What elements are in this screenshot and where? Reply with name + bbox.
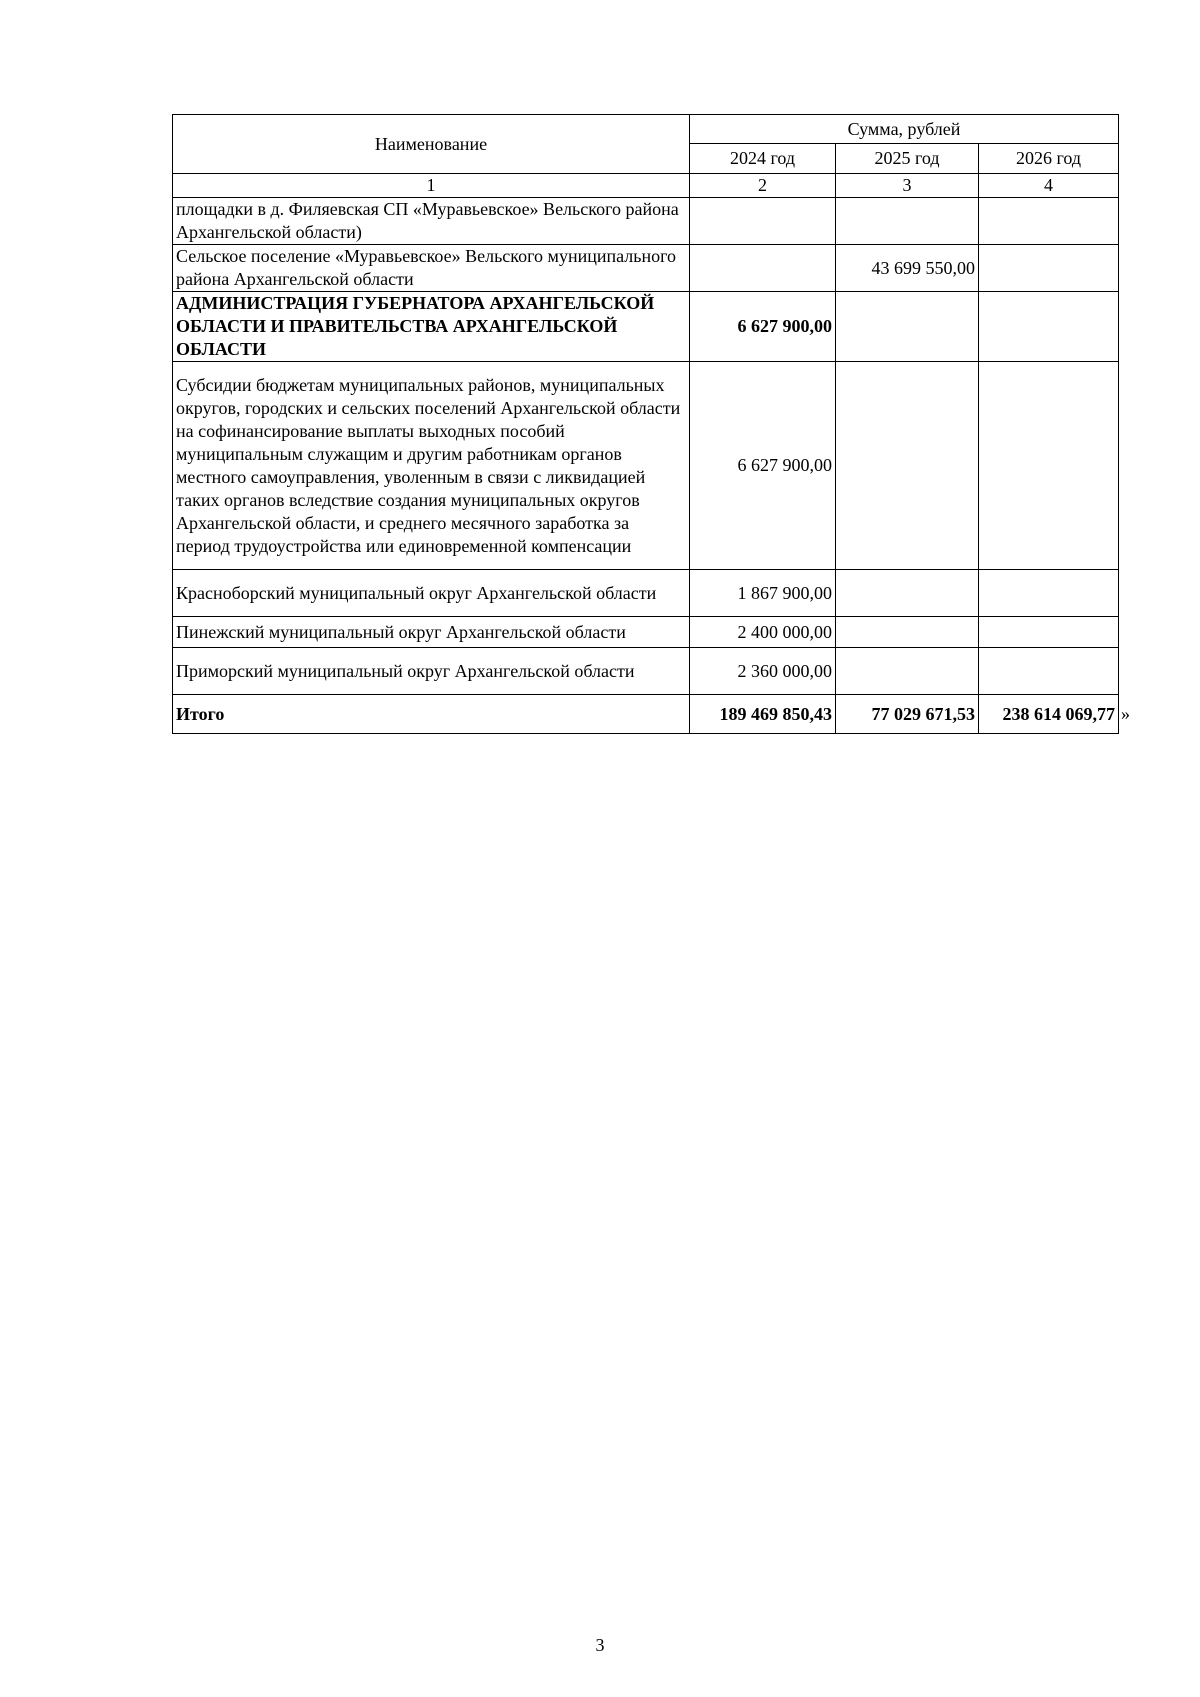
row-value-2026	[979, 570, 1119, 617]
header-year-2024: 2024 год	[690, 144, 836, 174]
table-row	[173, 198, 1119, 245]
row-value-2024	[690, 245, 836, 292]
page-number: 3	[595, 1635, 605, 1655]
row-value-2024: 2 400 000,00	[690, 617, 836, 648]
table-row	[173, 245, 1119, 292]
row-value-2026	[979, 362, 1119, 570]
column-number-3: 3	[836, 174, 979, 198]
budget-table	[172, 114, 1130, 734]
column-number-row	[173, 174, 1119, 198]
row-value-2026	[979, 198, 1119, 245]
row-value-2024: 6 627 900,00	[690, 362, 836, 570]
column-number-1: 1	[173, 174, 690, 198]
table-row	[173, 648, 1119, 695]
total-row	[173, 695, 1119, 734]
row-value-2026	[979, 245, 1119, 292]
column-number-4: 4	[979, 174, 1119, 198]
table-row	[173, 362, 1119, 570]
table-row	[173, 292, 1119, 362]
row-value-2025	[836, 362, 979, 570]
table-row	[173, 570, 1119, 617]
header-name-cell: Наименование	[173, 115, 690, 174]
table-row	[173, 617, 1119, 648]
row-value-2025	[836, 198, 979, 245]
header-year-2026: 2026 год	[979, 144, 1119, 174]
row-value-2025: 43 699 550,00	[836, 245, 979, 292]
column-number-2: 2	[690, 174, 836, 198]
row-value-2025	[836, 570, 979, 617]
row-value-2024: 6 627 900,00	[690, 292, 836, 362]
row-name: Сельское поселение «Муравьевское» Вельского муниципального района Архангельской области	[173, 245, 690, 292]
header-row-1	[173, 115, 1119, 144]
total-value-2024: 189 469 850,43	[690, 695, 836, 734]
header-year-2025: 2025 год	[836, 144, 979, 174]
closing-quote-mark: »	[1121, 703, 1130, 724]
row-name: АДМИНИСТРАЦИЯ ГУБЕРНАТОРА АРХАНГЕЛЬСКОЙ ОБЛАСТИ И ПРАВИТЕЛЬСТВА АРХАНГЕЛЬСКОЙ ОБЛАСТИ	[173, 292, 690, 362]
total-value-2026: 238 614 069,77	[1002, 703, 1115, 724]
row-value-2024: 1 867 900,00	[690, 570, 836, 617]
row-value-2025	[836, 292, 979, 362]
row-value-2024	[690, 198, 836, 245]
row-name: Приморский муниципальный округ Архангельской области	[173, 648, 690, 695]
row-name: площадки в д. Филяевская СП «Муравьевское» Вельского района Архангельской области)	[173, 198, 690, 245]
row-name: Субсидии бюджетам муниципальных районов, муниципальных округов, городских и сельских поселений Архангельской области на софинансирование выплаты выходных пособий муниципальным служащим и другим работникам органов местного самоуправления, уволенным в связи с ликвидацией таких органов вследствие создания муниципальных округов Архангельской области, и среднего месячного заработка за период трудоустройства или единовременной компенсации	[173, 362, 690, 570]
total-label: Итого	[173, 695, 690, 734]
row-name: Пинежский муниципальный округ Архангельской области	[173, 617, 690, 648]
row-value-2025	[836, 648, 979, 695]
total-value-2025: 77 029 671,53	[836, 695, 979, 734]
row-value-2026	[979, 648, 1119, 695]
row-value-2024: 2 360 000,00	[690, 648, 836, 695]
row-value-2026	[979, 617, 1119, 648]
row-name: Красноборский муниципальный округ Архангельской области	[173, 570, 690, 617]
header-sum-cell: Сумма, рублей	[690, 115, 1119, 144]
row-value-2026	[979, 292, 1119, 362]
total-value-2026-cell	[979, 695, 1130, 734]
row-value-2025	[836, 617, 979, 648]
